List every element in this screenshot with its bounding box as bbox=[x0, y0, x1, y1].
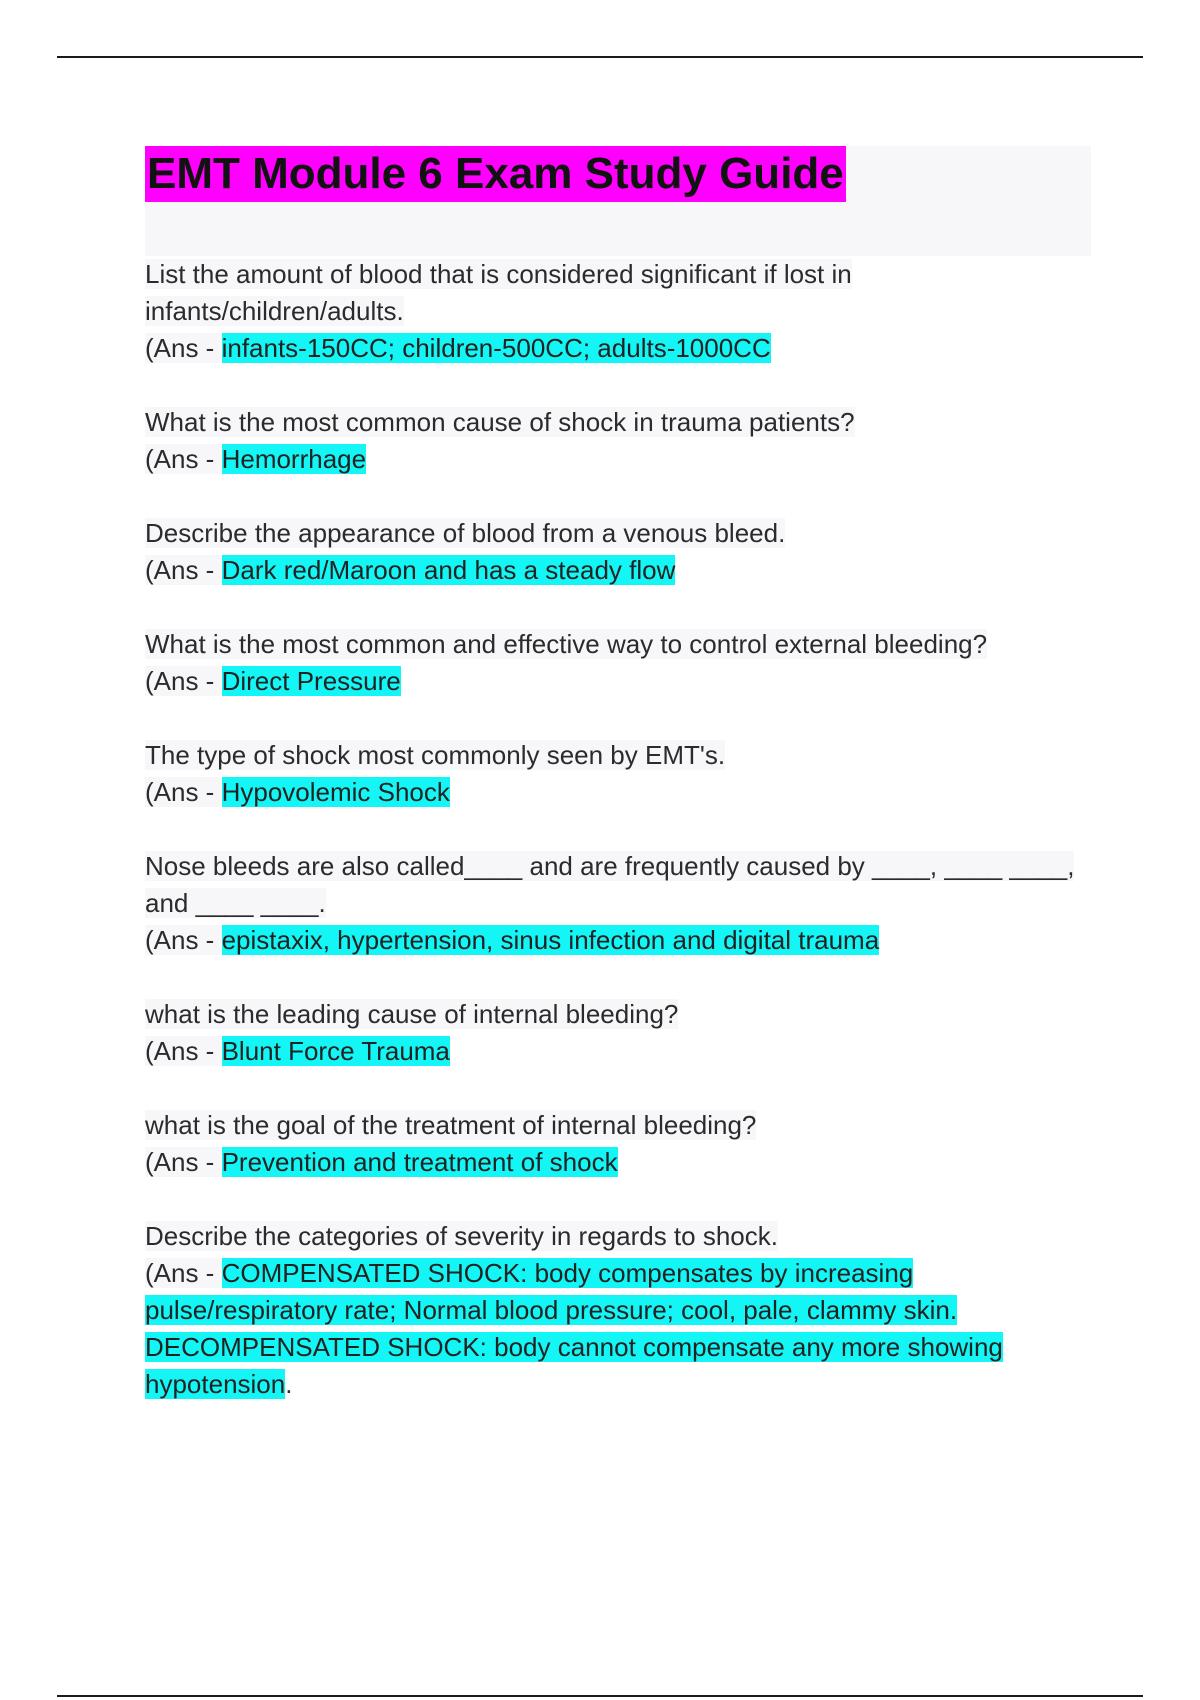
qa-item bbox=[145, 404, 1091, 478]
answer-line bbox=[145, 552, 1091, 589]
answer-text: Prevention and treatment of shock bbox=[221, 1147, 618, 1177]
qa-item bbox=[145, 737, 1091, 811]
answer-text: Hypovolemic Shock bbox=[221, 777, 450, 807]
answer-line bbox=[145, 330, 1091, 367]
qa-list bbox=[145, 256, 1091, 1440]
answer-prefix: (Ans - bbox=[145, 1258, 222, 1288]
page-title: EMT Module 6 Exam Study Guide bbox=[145, 146, 846, 202]
answer-prefix: (Ans - bbox=[145, 1147, 222, 1177]
answer-text: Hemorrhage bbox=[221, 444, 367, 474]
answer-prefix: (Ans - bbox=[145, 555, 222, 585]
question-text: what is the goal of the treatment of internal bleeding? bbox=[145, 1110, 757, 1140]
answer-prefix: (Ans - bbox=[145, 925, 222, 955]
question-text: List the amount of blood that is considered significant if lost in infants/children/adults. bbox=[145, 259, 852, 326]
qa-item bbox=[145, 256, 1091, 367]
answer-line bbox=[145, 774, 1091, 811]
answer-text: Blunt Force Trauma bbox=[221, 1036, 450, 1066]
answer-line bbox=[145, 922, 1091, 959]
bottom-rule bbox=[57, 1695, 1143, 1697]
answer-prefix: (Ans - bbox=[145, 444, 222, 474]
qa-item bbox=[145, 848, 1091, 959]
answer-prefix: (Ans - bbox=[145, 333, 222, 363]
top-rule bbox=[57, 56, 1143, 58]
answer-line bbox=[145, 1033, 1091, 1070]
answer-line bbox=[145, 663, 1091, 700]
answer-line bbox=[145, 441, 1091, 478]
answer-text: infants-150CC; children-500CC; adults-1000CC bbox=[221, 333, 771, 363]
answer-line bbox=[145, 1144, 1091, 1181]
answer-line bbox=[145, 1255, 1091, 1403]
qa-item bbox=[145, 1218, 1091, 1403]
answer-prefix: (Ans - bbox=[145, 1036, 222, 1066]
answer-prefix: (Ans - bbox=[145, 777, 222, 807]
qa-item bbox=[145, 1107, 1091, 1181]
answer-text: Direct Pressure bbox=[221, 666, 401, 696]
title-block bbox=[145, 146, 1091, 256]
answer-text: Dark red/Maroon and has a steady flow bbox=[221, 555, 676, 585]
question-text: Nose bleeds are also called____ and are frequently caused by ____, ____ ____, and ____ ____. bbox=[145, 851, 1075, 918]
answer-prefix: (Ans - bbox=[145, 666, 222, 696]
answer-text: COMPENSATED SHOCK: body compensates by increasing pulse/respiratory rate; Normal blood pressure; cool, pale, clammy skin. DECOMPENSATED SHOCK: body cannot compensate any more showing hypotension bbox=[145, 1258, 1003, 1399]
answer-trailing-punctuation: . bbox=[285, 1369, 293, 1399]
question-text: what is the leading cause of internal bleeding? bbox=[145, 999, 679, 1029]
question-text: Describe the categories of severity in regards to shock. bbox=[145, 1221, 778, 1251]
question-text: What is the most common and effective way to control external bleeding? bbox=[145, 629, 988, 659]
question-text: Describe the appearance of blood from a venous bleed. bbox=[145, 518, 786, 548]
qa-item bbox=[145, 626, 1091, 700]
question-text: What is the most common cause of shock in trauma patients? bbox=[145, 407, 855, 437]
qa-item bbox=[145, 515, 1091, 589]
answer-text: epistaxix, hypertension, sinus infection and digital trauma bbox=[221, 925, 880, 955]
qa-item bbox=[145, 996, 1091, 1070]
question-text: The type of shock most commonly seen by EMT's. bbox=[145, 740, 726, 770]
